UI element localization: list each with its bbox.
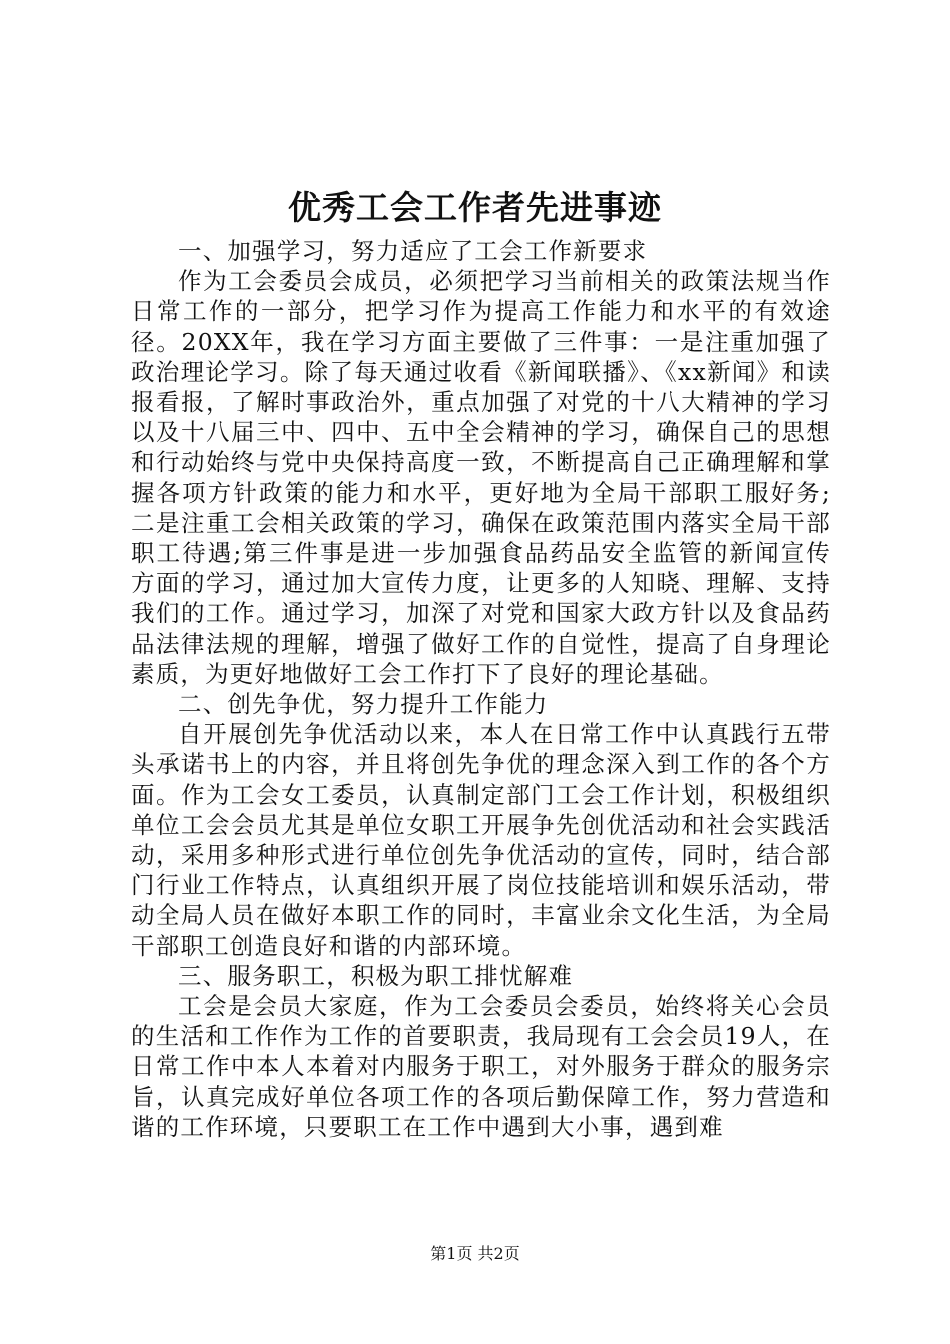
section-heading-2: 二、创先争优，努力提升工作能力 [178,690,549,719]
section-heading-3: 三、服务职工，积极为职工排忧解难 [178,961,574,990]
page-footer: 第1页 共2页 [430,1244,520,1263]
paragraph-1: 作为工会委员会成员，必须把学习当前相关的政策法规当作日常工作的一部分，把学习作为提高工作能力和水平的有效途径。20XX年，我在学习方面主要做了三件事：一是注重加强了政治理论学习。除了每天通过收看《新闻联播》、《xx新闻》和读报看报，了解时事政治外，重点加强了对党的十八大精神的学习以及十八届三中、四中、五中全会精神的学习，确保自己的思想和行动始终与党中央保持高度一致，不断提高自己正确理解和掌握各项方针政策的能力和水平，更好地为全局干部职工服好务;二是注重工会相关政策的学习，确保在政策范围内落实全局干部职工待遇;第三件事是进一步加强食品药品安全监管的新闻宣传方面的学习，通过加大宣传力度，让更多的人知晓、理解、支持我们的工作。通过学习，加深了对党和国家大政方针以及食品药品法律法规的理解，增强了做好工作的自觉性，提高了自身理论素质，为更好地做好工会工作打下了良好的理论基础。 [131,267,831,688]
paragraph-3: 工会是会员大家庭，作为工会委员会委员，始终将关心会员的生活和工作作为工作的首要职责，我局现有工会会员19人，在日常工作中本人本着对内服务于职工，对外服务于群众的服务宗旨，认真完成好单位各项工作的各项后勤保障工作，努力营造和谐的工作环境，只要职工在工作中遇到大小事，遇到难 [131,992,831,1141]
document-title: 优秀工会工作者先进事迹 [288,188,662,227]
document-body [131,236,831,1142]
section-heading-1: 一、加强学习，努力适应了工会工作新要求 [178,237,648,265]
paragraph-2: 自开展创先争优活动以来，本人在日常工作中认真践行五带头承诺书上的内容，并且将创先争优的理念深入到工作的各个方面。作为工会女工委员，认真制定部门工会工作计划，积极组织单位工会会员尤其是单位女职工开展争先创优活动和社会实践活动，采用多种形式进行单位创先争优活动的宣传，同时，结合部门行业工作特点，认真组织开展了岗位技能培训和娱乐活动，带动全局人员在做好本职工作的同时，丰富业余文化生活，为全局干部职工创造良好和谐的内部环境。 [131,720,831,960]
